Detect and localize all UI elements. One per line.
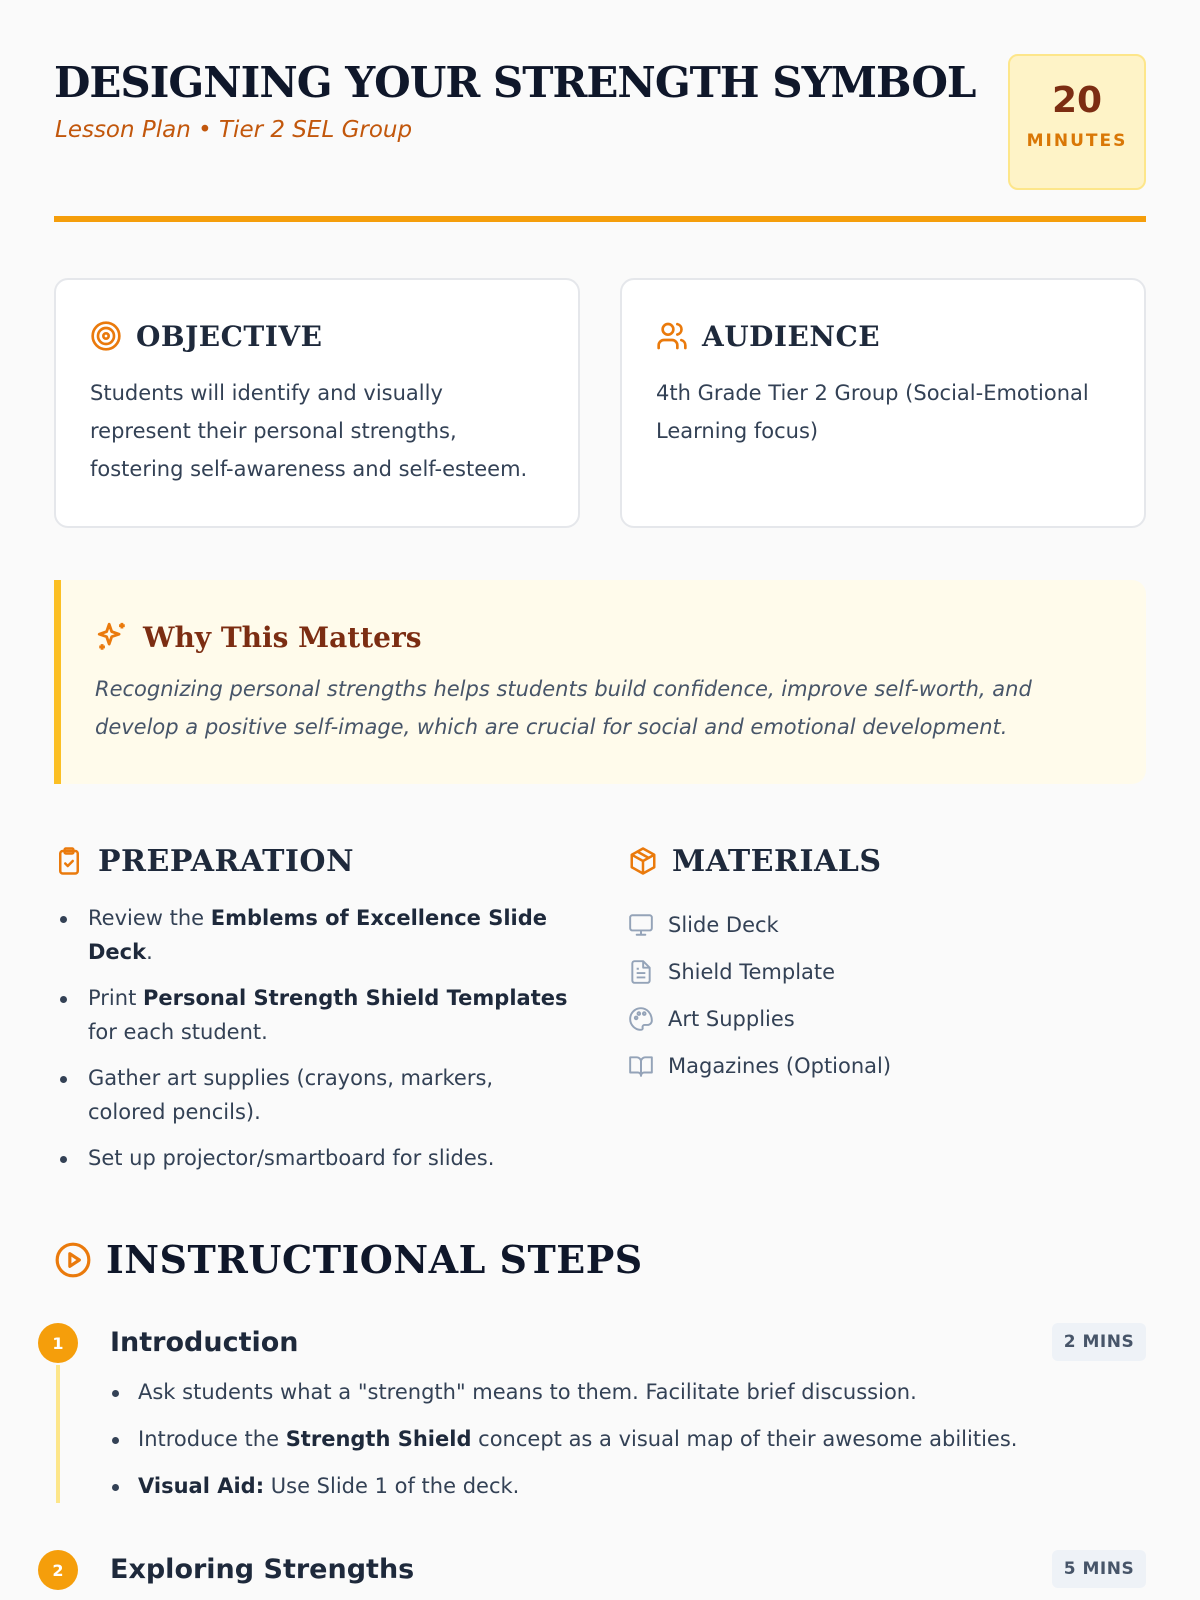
monitor-icon bbox=[628, 912, 654, 938]
materials-title: MATERIALS bbox=[672, 843, 882, 879]
play-circle-icon bbox=[54, 1241, 92, 1279]
objective-text: Students will identify and visually represent their personal strengths, fostering self-awareness and self-esteem. bbox=[90, 381, 528, 481]
duration-badge bbox=[1008, 54, 1146, 190]
step-number: 1 bbox=[38, 1323, 78, 1363]
why-title: Why This Matters bbox=[143, 620, 422, 654]
list-item: Print Personal Strength Shield Templates for each student. bbox=[54, 981, 574, 1049]
material-item-magazines: Magazines (Optional) bbox=[628, 1042, 1148, 1089]
audience-card bbox=[620, 278, 1146, 528]
info-cards bbox=[54, 228, 1146, 533]
book-open-icon bbox=[628, 1053, 654, 1079]
steps-header bbox=[54, 1237, 643, 1282]
sparkles-icon bbox=[95, 620, 129, 654]
preparation-title: PREPARATION bbox=[98, 843, 354, 879]
step-duration-badge: 5 MINS bbox=[1052, 1550, 1146, 1588]
header-divider bbox=[54, 216, 1146, 222]
clipboard-check-icon bbox=[54, 846, 84, 876]
document-icon bbox=[628, 959, 654, 985]
list-item: Gather art supplies (crayons, markers, colored pencils). bbox=[54, 1061, 574, 1129]
material-item-art-supplies: Art Supplies bbox=[628, 995, 1148, 1042]
page-subtitle: Lesson Plan • Tier 2 SEL Group bbox=[55, 117, 413, 143]
preparation-list bbox=[54, 901, 574, 1175]
list-item: Visual Aid: Use Slide 1 of the deck. bbox=[110, 1469, 1017, 1503]
steps-title: INSTRUCTIONAL STEPS bbox=[106, 1237, 643, 1282]
step-title: Exploring Strengths bbox=[110, 1554, 415, 1585]
list-item: Review the Emblems of Excellence Slide Deck. bbox=[54, 901, 574, 969]
step-bullets bbox=[110, 1375, 1017, 1516]
preparation-section bbox=[54, 841, 574, 1187]
duration-unit: MINUTES bbox=[1026, 131, 1128, 151]
audience-title: AUDIENCE bbox=[702, 319, 881, 353]
objective-title: OBJECTIVE bbox=[136, 319, 323, 353]
list-item: Set up projector/smartboard for slides. bbox=[54, 1141, 574, 1175]
page-title: DESIGNING YOUR STRENGTH SYMBOL bbox=[54, 58, 976, 107]
duration-value: 20 bbox=[1051, 80, 1103, 121]
why-callout bbox=[54, 580, 1146, 784]
objective-card bbox=[54, 278, 580, 528]
materials-list bbox=[628, 901, 1148, 1089]
step-title: Introduction bbox=[110, 1327, 299, 1358]
step-timeline-line bbox=[56, 1365, 60, 1503]
audience-text: 4th Grade Tier 2 Group (Social-Emotional Learning focus) bbox=[656, 381, 1089, 443]
header bbox=[54, 0, 1146, 228]
users-icon bbox=[656, 320, 688, 352]
material-item-slide-deck: Slide Deck bbox=[628, 901, 1148, 948]
list-item: Introduce the Strength Shield concept as a visual map of their awesome abilities. bbox=[110, 1422, 1017, 1456]
why-text: Recognizing personal strengths helps students build confidence, improve self-worth, and develop a positive self-image, which are crucial for social and emotional development. bbox=[95, 677, 1032, 739]
target-icon bbox=[90, 320, 122, 352]
materials-section bbox=[628, 841, 1148, 1089]
palette-icon bbox=[628, 1006, 654, 1032]
step-duration-badge: 2 MINS bbox=[1052, 1323, 1146, 1361]
list-item: Ask students what a "strength" means to them. Facilitate brief discussion. bbox=[110, 1375, 1017, 1409]
package-icon bbox=[628, 846, 658, 876]
material-item-shield-template: Shield Template bbox=[628, 948, 1148, 995]
step-number: 2 bbox=[38, 1550, 78, 1590]
